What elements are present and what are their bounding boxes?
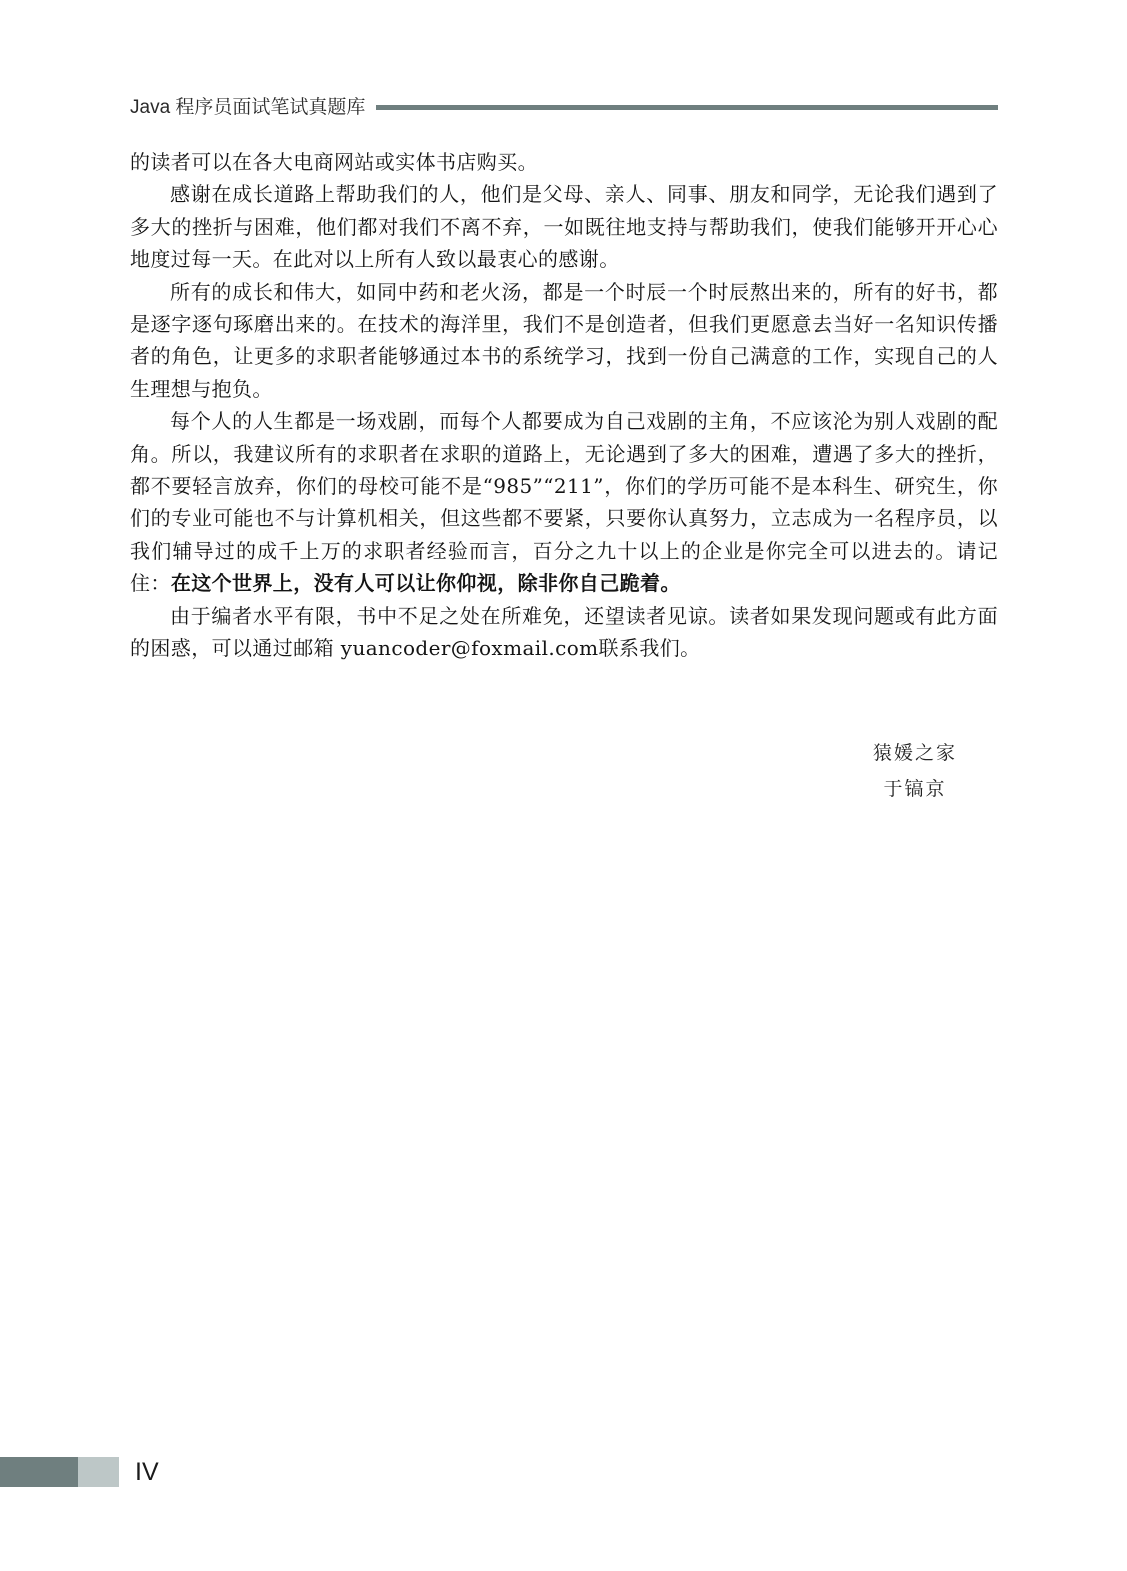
page-number: IV xyxy=(135,1458,159,1486)
paragraph-errata: 由于编者水平有限，书中不足之处在所难免，还望读者见谅。读者如果发现问题或有此方面的困惑，可以通过邮箱 yuancoder@foxmail.com联系我们。 xyxy=(130,603,998,661)
body-text xyxy=(130,146,998,665)
bold-quote: 在这个世界上，没有人可以让你仰视，除非你自己跪着。 xyxy=(170,571,681,596)
paragraph-growth: 所有的成长和伟大，如同中药和老火汤，都是一个时辰一个时辰熬出来的，所有的好书，都是逐字逐句琢磨出来的。在技术的海洋里，我们不是创造者，但我们更愿意去当好一名知识传播者的角色，让更多的求职者能够通过本书的系统学习，找到一份自己满意的工作，实现自己的人生理想与抱负。 xyxy=(130,279,998,401)
paragraph-life-drama xyxy=(130,405,998,599)
paragraph-continuation: 的读者可以在各大电商网站或实体书店购买。 xyxy=(130,150,538,174)
header-rule xyxy=(376,105,998,110)
signature-author: 猿媛之家 xyxy=(872,742,957,764)
paragraph-life-drama-text: 每个人的人生都是一场戏剧，而每个人都要成为自己戏剧的主角，不应该沦为别人戏剧的配角。所以，我建议所有的求职者在求职的道路上，无论遇到了多大的困难，遭遇了多大的挫折，都不要轻言放弃，你们的母校可能不是“985”“211”，你们的学历可能不是本科生、研究生，你们的专业可能也不与计算机相关，但这些都不要紧，只要你认真努力，立志成为一名程序员，以我们辅导过的成千上万的求职者经验而言，百分之九十以上的企业是你完全可以进去的。请记住： xyxy=(130,409,998,596)
signature-place: 于镐京 xyxy=(883,778,947,800)
book-title: Java 程序员面试笔试真题库 xyxy=(130,97,366,118)
running-header xyxy=(130,94,998,122)
signature xyxy=(860,735,970,807)
footer-tab-dark xyxy=(0,1457,78,1487)
footer-tab-light xyxy=(78,1457,119,1487)
paragraph-thanks: 感谢在成长道路上帮助我们的人，他们是父母、亲人、同事、朋友和同学，无论我们遇到了多大的挫折与困难，他们都对我们不离不弃，一如既往地支持与帮助我们，使我们能够开开心心地度过每一天。在此对以上所有人致以最衷心的感谢。 xyxy=(130,182,998,272)
